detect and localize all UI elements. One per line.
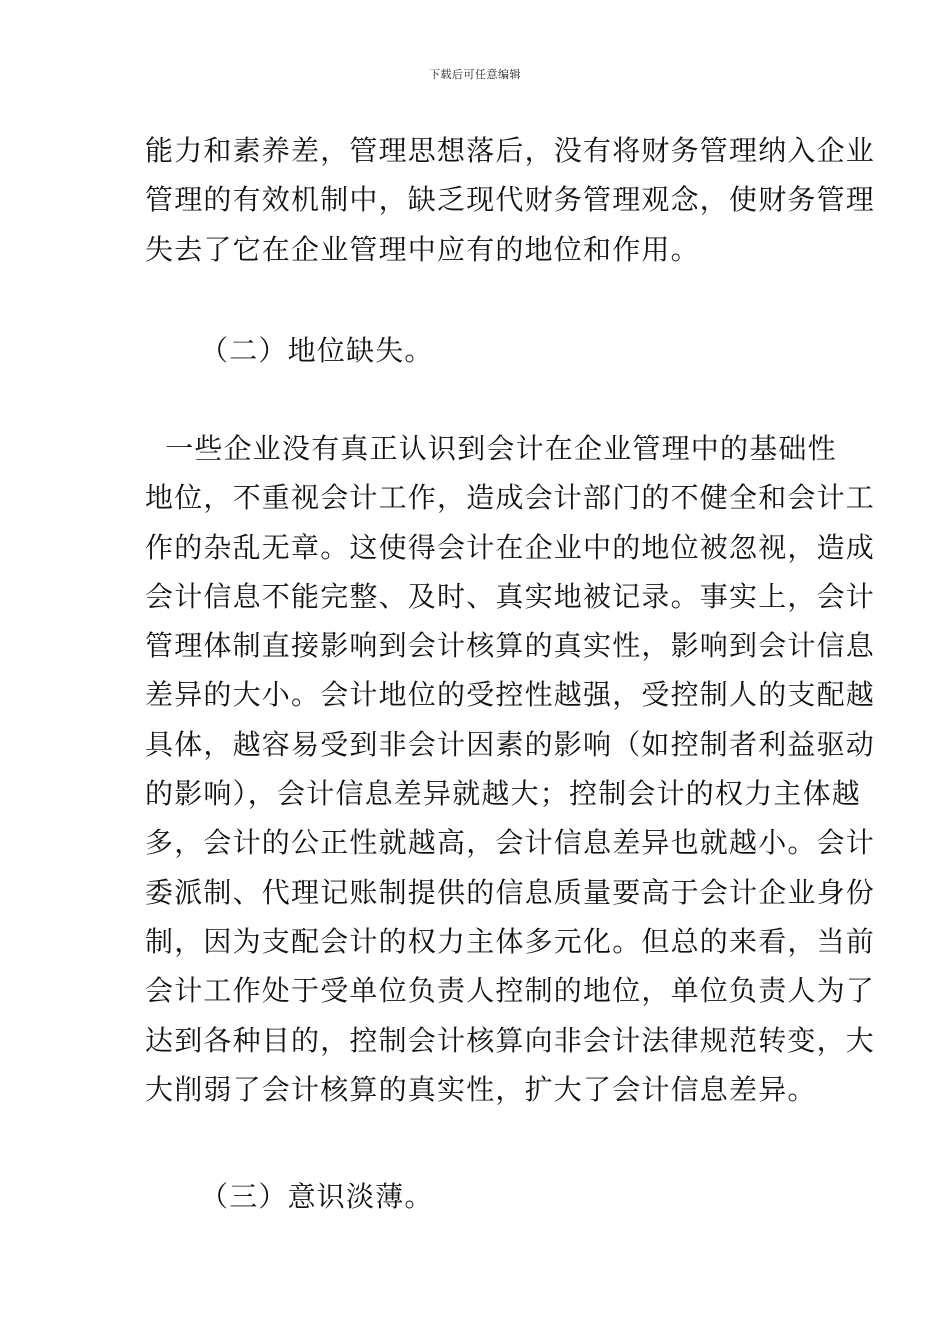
page-header: 下载后可任意编辑 (429, 68, 521, 81)
section-heading-3: （三）意识淡薄。 (200, 1180, 434, 1213)
body-paragraph-2: 一些企业没有真正认识到会计在企业管理中的基础性 地位，不重视会计工作，造成会计部门的不健全和会计工 作的杂乱无章。这使得会计在企业中的地位被忽视，造成 会计信息不能完整、及时、真实地被记录。事实上，会计 管理体制直接影响到会计核算的真实性，影响到会计信息 差异的大小。会计地位的受控性越强，受控制人的支配越 具体，越容易受到非会计因素的影响（如控制者利益驱动 的影响），会计信息差异就越大；控制会计的权力主体越 多，会计的公正性就越高，会计信息差异也就越小。会计 委派制、代理记账制提供的信息质量要高于会计企业身份 制，因为支配会计的权力主体多元化。但总的来看，当前 会计工作处于受单位负责人控制的地位，单位负责人为了 达到各种目的，控制会计核算向非会计法律规范转变，大 大削弱了会计核算的真实性，扩大了会计信息差异。 (145, 432, 876, 1106)
body-paragraph-1: 能力和素养差，管理思想落后，没有将财务管理纳入企业 管理的有效机制中，缺乏现代财务管理观念，使财务管理 失去了它在企业管理中应有的地位和作用。 (145, 134, 876, 266)
section-heading-2: （二）地位缺失。 (200, 334, 434, 367)
